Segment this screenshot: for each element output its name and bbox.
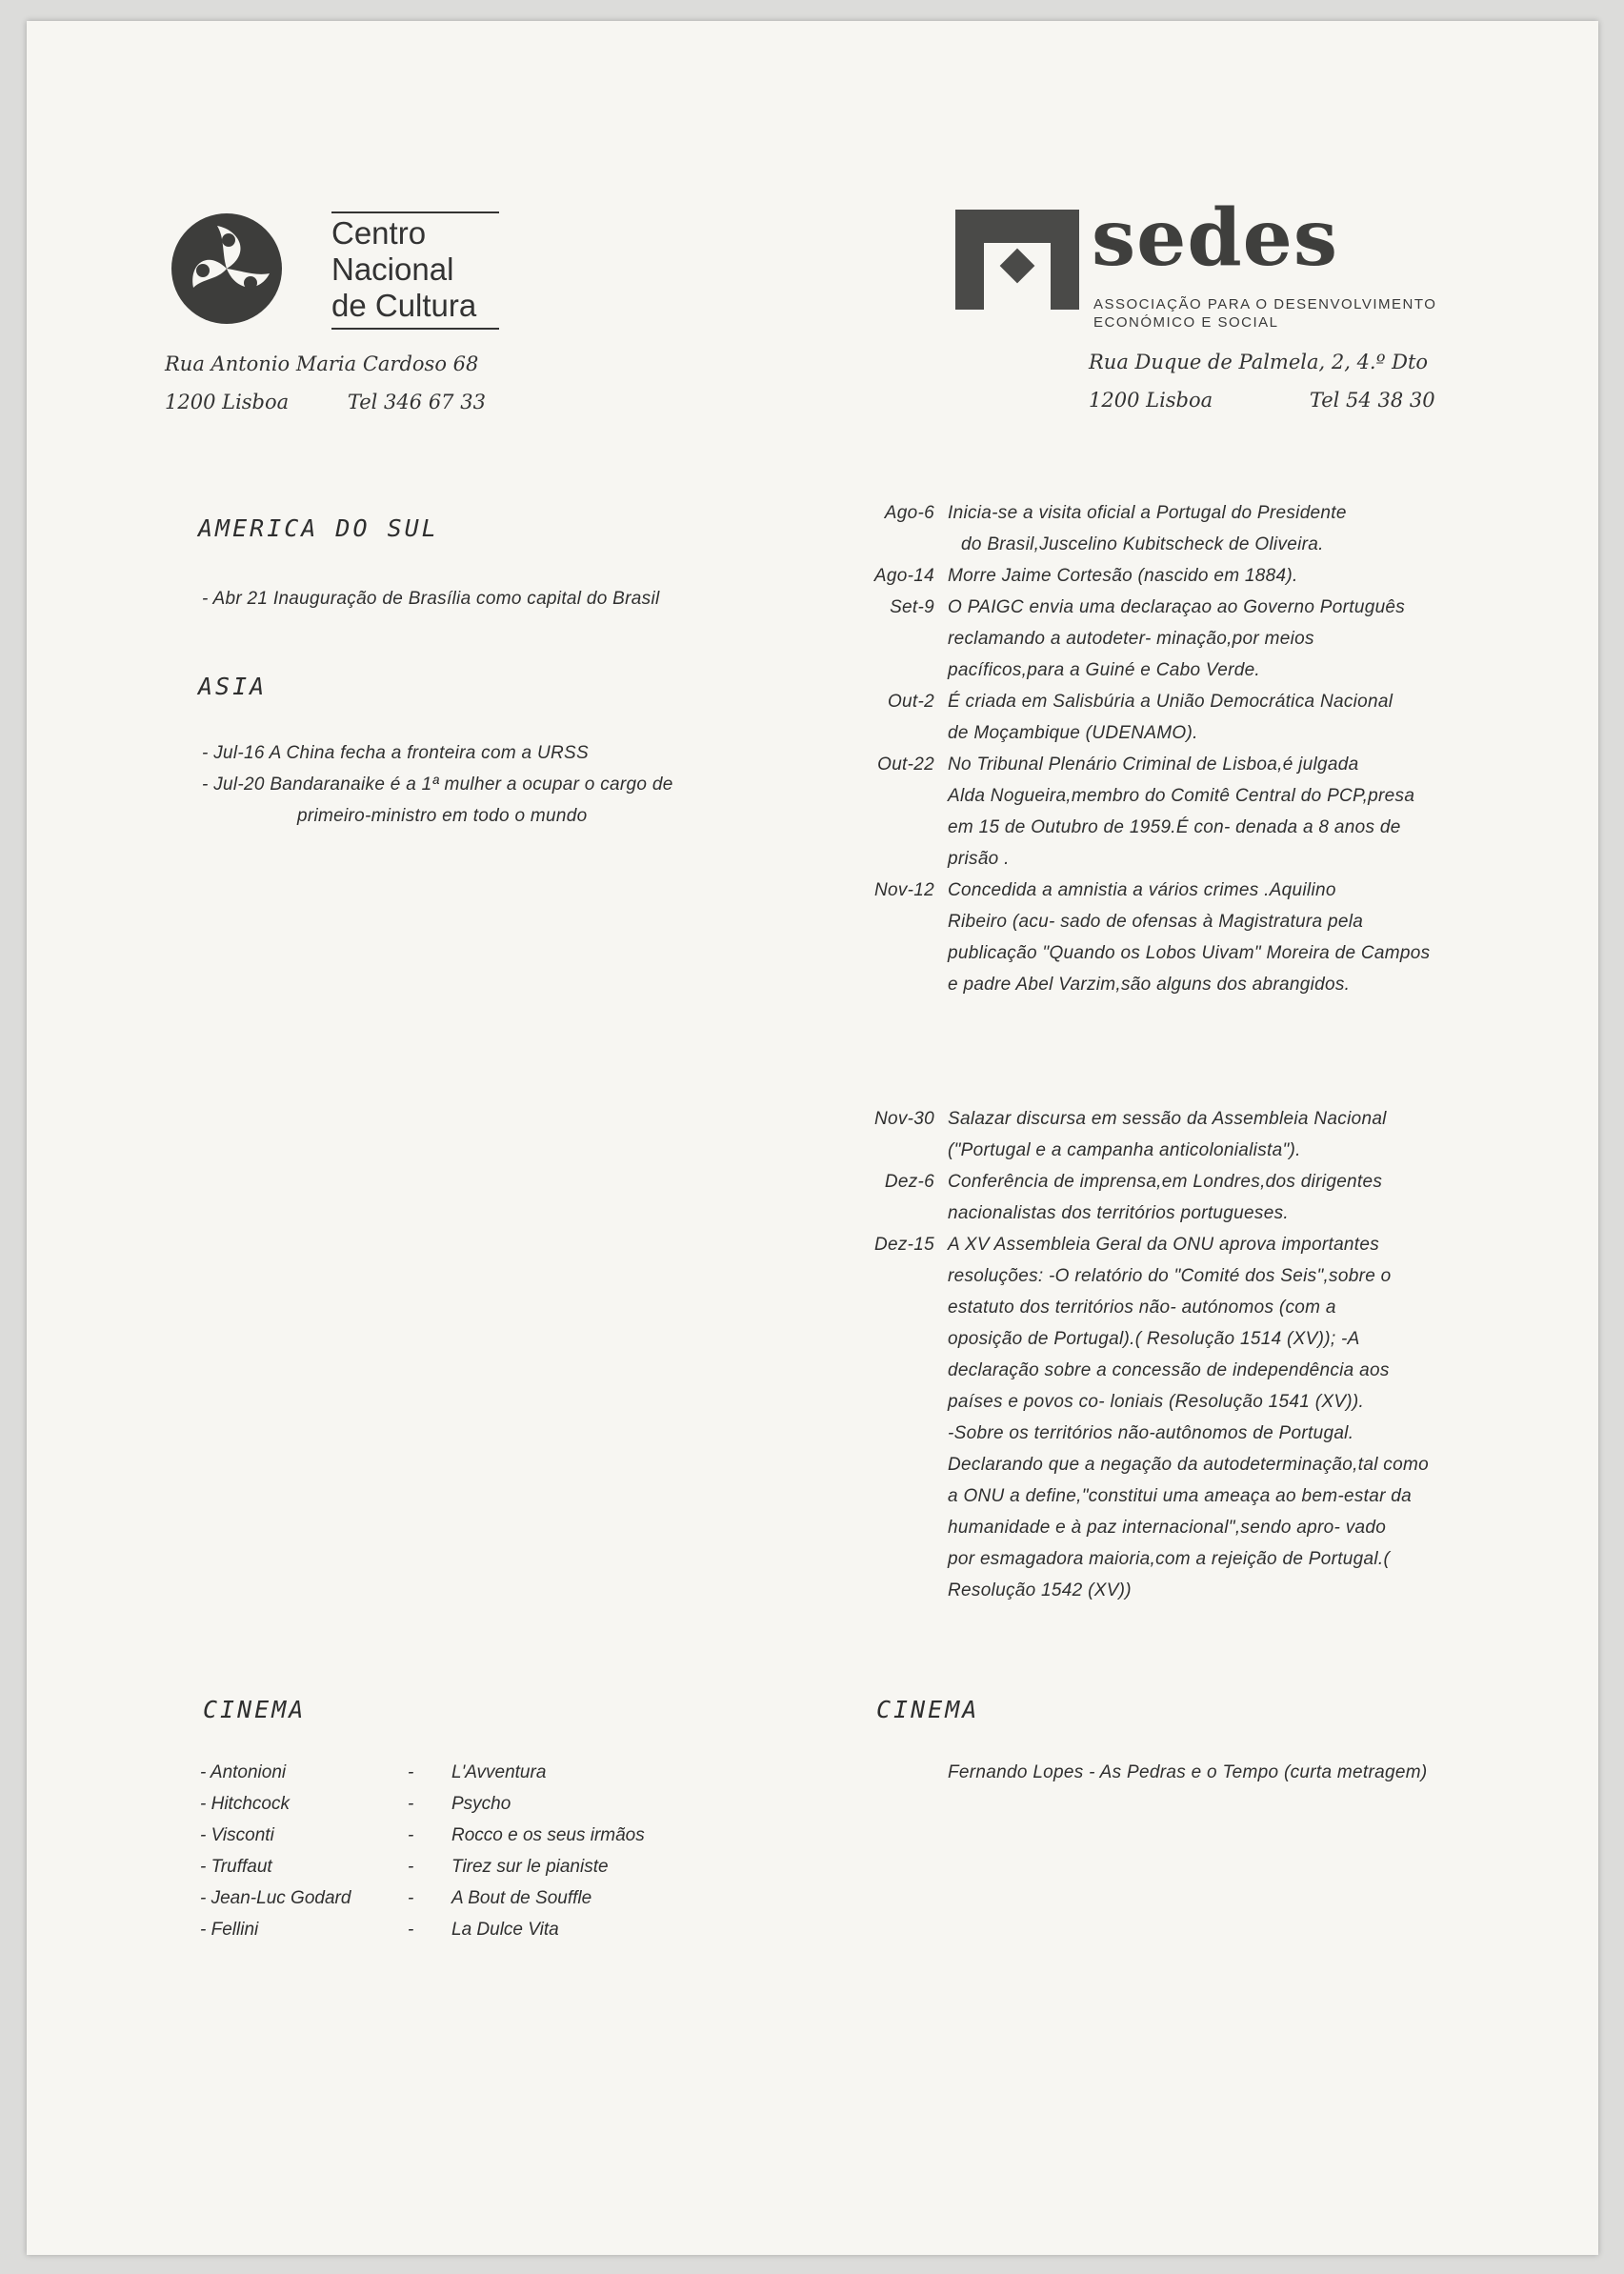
cinema-separator: - [408, 1857, 414, 1877]
event-date [852, 1418, 948, 1449]
event-text: prisão . [948, 849, 1010, 869]
event-row [852, 1260, 1538, 1292]
event-row [852, 780, 1538, 812]
cnc-address-street: Rua Antonio Maria Cardoso 68 [165, 352, 479, 375]
sedes-logo-word: sedes [1092, 192, 1339, 284]
event-date: Out-22 [877, 755, 934, 775]
event-date [852, 1355, 948, 1386]
asia-item: - Jul-16 A China fecha a fronteira com a URSS [202, 743, 589, 763]
event-text: Declarando que a negação da autodeterminação,tal como [948, 1455, 1429, 1475]
event-row [852, 1418, 1538, 1449]
cinema-left-heading: CINEMA [203, 1696, 307, 1723]
event-date: Dez-6 [884, 1172, 934, 1192]
event-row [852, 969, 1538, 1000]
event-text: Resolução 1542 (XV)) [948, 1580, 1132, 1600]
event-text: declaração sobre a concessão de independência aos [948, 1360, 1390, 1380]
cinema-right-heading: CINEMA [876, 1696, 980, 1723]
event-text: É criada em Salisbúria a União Democrática Nacional [948, 692, 1393, 712]
event-row [852, 529, 1538, 560]
cinema-separator: - [408, 1888, 414, 1908]
cinema-film: Psycho [451, 1794, 511, 1814]
cnc-org-name [331, 211, 499, 332]
event-row [852, 1355, 1538, 1386]
event-text: -Sobre os territórios não-autônomos de Portugal. [948, 1423, 1354, 1443]
sedes-logo-icon [955, 210, 1079, 310]
event-row [852, 1449, 1538, 1480]
cinema-director: - Hitchcock [200, 1794, 290, 1814]
cinema-row [200, 1851, 737, 1882]
event-text: Morre Jaime Cortesão (nascido em 1884). [948, 566, 1298, 586]
cinema-director: - Visconti [200, 1825, 274, 1845]
event-date [852, 1449, 948, 1480]
event-date [852, 906, 948, 937]
asia-heading: ASIA [198, 673, 268, 700]
event-date [852, 1512, 948, 1543]
event-row [852, 560, 1538, 592]
event-row [852, 717, 1538, 749]
event-row [852, 1543, 1538, 1575]
event-row [852, 1480, 1538, 1512]
event-date [852, 843, 948, 875]
event-text: estatuto dos territórios não- autónomos (com a [948, 1298, 1336, 1318]
event-text: a ONU a define,"constitui uma ameaça ao bem-estar da [948, 1486, 1413, 1506]
event-date: Set-9 [890, 597, 934, 617]
event-row [852, 654, 1538, 686]
event-text: No Tribunal Plenário Criminal de Lisboa,é julgada [948, 755, 1359, 775]
event-text: publicação "Quando os Lobos Uivam" Moreira de Campos [948, 943, 1431, 963]
sedes-address [1089, 343, 1489, 419]
events-list-2 [852, 1103, 1538, 1606]
event-text: Conferência de imprensa,em Londres,dos dirigentes [948, 1172, 1383, 1192]
event-row [852, 1197, 1538, 1229]
cinema-director: - Fellini [200, 1920, 259, 1940]
event-text: e padre Abel Varzim,são alguns dos abrangidos. [948, 975, 1351, 995]
bleed-through-text [531, 191, 541, 224]
cinema-director: - Truffaut [200, 1857, 272, 1877]
asia-item: - Jul-20 Bandaranaike é a 1ª mulher a ocupar o cargo de [202, 775, 673, 795]
event-row [852, 1229, 1538, 1260]
event-row [852, 906, 1538, 937]
event-text: por esmagadora maioria,com a rejeição de Portugal.( [948, 1549, 1391, 1569]
event-text: humanidade e à paz internacional",sendo apro- vado [948, 1518, 1387, 1538]
event-text: resoluções: -O relatório do "Comité dos Seis",sobre o [948, 1266, 1392, 1286]
event-text: Ribeiro (acu- sado de ofensas à Magistratura pela [948, 912, 1364, 932]
event-row [852, 749, 1538, 780]
event-date [852, 529, 948, 560]
sedes-subtitle [1093, 295, 1494, 332]
event-date [852, 1323, 948, 1355]
event-row [852, 1292, 1538, 1323]
cinema-film: L'Avventura [451, 1762, 547, 1782]
event-text: Salazar discursa em sessão da Assembleia Nacional [948, 1109, 1387, 1129]
event-date: Ago-14 [873, 566, 934, 586]
event-date [852, 623, 948, 654]
events-list [852, 497, 1538, 1000]
event-date [852, 969, 948, 1000]
event-row [852, 1135, 1538, 1166]
event-text: nacionalistas dos territórios portugueses. [948, 1203, 1289, 1223]
cinema-director: - Jean-Luc Godard [200, 1888, 351, 1908]
event-text: Concedida a amnistia a vários crimes .Aquilino [948, 880, 1336, 900]
event-row [852, 497, 1538, 529]
cinema-film: Tirez sur le pianiste [451, 1857, 609, 1877]
asia-list [202, 737, 859, 832]
cinema-right-line: Fernando Lopes - As Pedras e o Tempo (curta metragem) [948, 1762, 1428, 1782]
event-date [852, 1575, 948, 1606]
cinema-row [200, 1882, 737, 1914]
event-row [852, 1575, 1538, 1606]
cnc-address-tel: Tel 346 67 33 [347, 391, 486, 413]
cinema-row [200, 1788, 737, 1820]
event-date: Dez-15 [873, 1235, 934, 1255]
cinema-row [200, 1820, 737, 1851]
event-date [852, 812, 948, 843]
event-date: Out-2 [887, 692, 934, 712]
cinema-separator: - [408, 1920, 414, 1940]
event-row [852, 1512, 1538, 1543]
cinema-film: Rocco e os seus irmãos [451, 1825, 645, 1845]
event-text: ("Portugal e a campanha anticolonialista"). [948, 1140, 1301, 1160]
event-row [852, 875, 1538, 906]
cinema-director: - Antonioni [200, 1762, 287, 1782]
event-text: países e povos co- loniais (Resolução 1541 (XV)). [948, 1392, 1365, 1412]
event-text: O PAIGC envia uma declaraçao ao Governo Português [948, 597, 1406, 617]
event-row [852, 623, 1538, 654]
event-row [852, 592, 1538, 623]
sedes-address-tel: Tel 54 38 30 [1309, 389, 1435, 412]
cnc-address-city: 1200 Lisboa [165, 391, 290, 413]
event-text: oposição de Portugal).( Resolução 1514 (XV)); -A [948, 1329, 1360, 1349]
sedes-subtitle-line2: ECONÓMICO E SOCIAL [1093, 314, 1279, 331]
sedes-address-street: Rua Duque de Palmela, 2, 4.º Dto [1089, 351, 1429, 373]
event-row [852, 1103, 1538, 1135]
event-text: do Brasil,Juscelino Kubitscheck de Oliveira. [961, 534, 1324, 554]
event-date [852, 654, 948, 686]
event-date [852, 1260, 948, 1292]
asia-item-continuation: primeiro-ministro em todo o mundo [297, 806, 588, 826]
event-date [852, 937, 948, 969]
event-text: reclamando a autodeter- minação,por meios [948, 629, 1314, 649]
event-row [852, 843, 1538, 875]
america-do-sul-item: - Abr 21 Inauguração de Brasília como capital do Brasil [202, 589, 660, 609]
document-page [27, 21, 1598, 2255]
event-row [852, 1386, 1538, 1418]
cinema-film: La Dulce Vita [451, 1920, 559, 1940]
cinema-left-table [200, 1757, 737, 1945]
event-date [852, 1386, 948, 1418]
event-date: Ago-6 [884, 503, 934, 523]
cnc-address [165, 345, 546, 421]
cinema-row [200, 1757, 737, 1788]
event-text: de Moçambique (UDENAMO). [948, 723, 1198, 743]
event-date [852, 1197, 948, 1229]
event-row [852, 686, 1538, 717]
event-text: pacíficos,para a Guiné e Cabo Verde. [948, 660, 1261, 680]
event-date [852, 1135, 948, 1166]
cinema-separator: - [408, 1794, 414, 1814]
event-text: Inicia-se a visita oficial a Portugal do Presidente [948, 503, 1347, 523]
cnc-name-line2: Nacional [331, 252, 454, 287]
cinema-separator: - [408, 1762, 414, 1782]
event-text: em 15 de Outubro de 1959.É con- denada a 8 anos de [948, 817, 1401, 837]
event-date [852, 1543, 948, 1575]
cnc-name-line1: Centro [331, 215, 427, 251]
america-do-sul-heading: AMERICA DO SUL [198, 514, 439, 542]
event-row [852, 1323, 1538, 1355]
cnc-name-line3: de Cultura [331, 288, 477, 323]
event-row [852, 1166, 1538, 1197]
cinema-separator: - [408, 1825, 414, 1845]
cnc-logo-icon [170, 211, 284, 326]
event-date [852, 717, 948, 749]
cinema-film: A Bout de Souffle [451, 1888, 592, 1908]
event-date: Nov-30 [873, 1109, 934, 1129]
event-date [852, 1292, 948, 1323]
cinema-row [200, 1914, 737, 1945]
event-row [852, 937, 1538, 969]
event-row [852, 812, 1538, 843]
sedes-address-city: 1200 Lisboa [1089, 389, 1213, 412]
event-text: Alda Nogueira,membro do Comitê Central do PCP,presa [948, 786, 1415, 806]
event-text: A XV Assembleia Geral da ONU aprova importantes [948, 1235, 1380, 1255]
sedes-subtitle-line1: ASSOCIAÇÃO PARA O DESENVOLVIMENTO [1093, 296, 1437, 312]
event-date [852, 780, 948, 812]
event-date: Nov-12 [873, 880, 934, 900]
event-date [852, 1480, 948, 1512]
